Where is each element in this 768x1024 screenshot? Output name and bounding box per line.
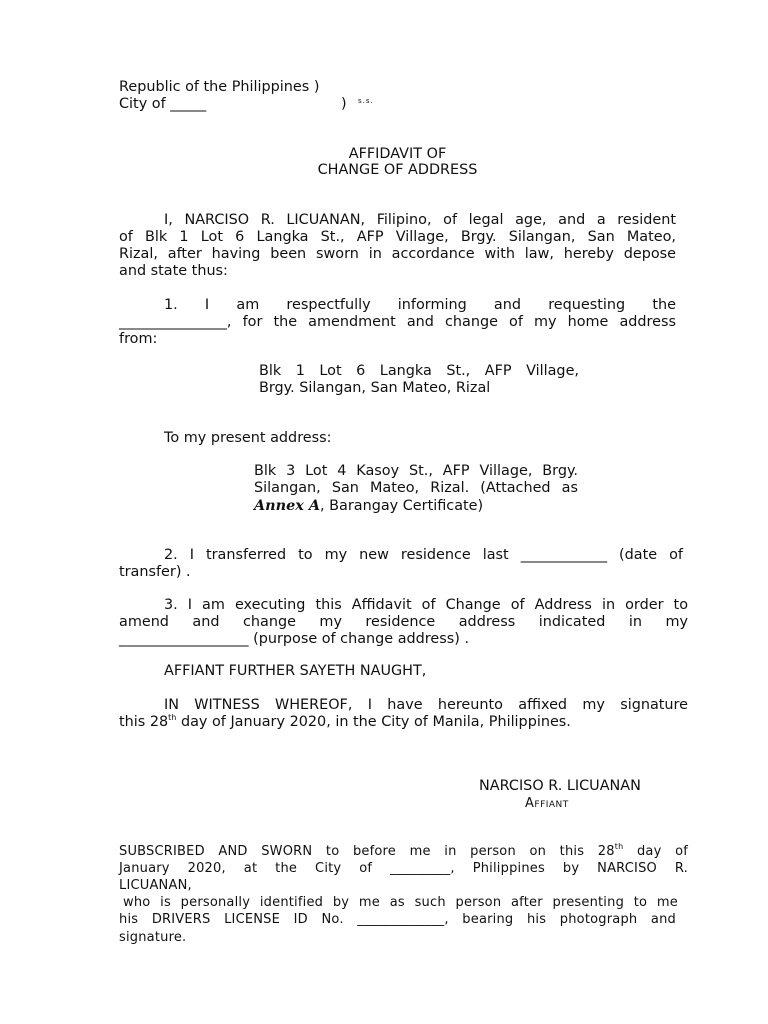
affiant-name: NARCISO R. LICUANAN: [479, 778, 641, 794]
old-address-line-1: Blk 1 Lot 6 Langka St., AFP Village,: [259, 363, 579, 379]
affiant-further-line: AFFIANT FURTHER SAYETH NAUGHT,: [164, 663, 427, 679]
present-address-label: To my present address:: [164, 430, 332, 446]
jurat-line-3: LICUANAN,: [119, 878, 192, 893]
city-line: City of _____: [119, 96, 207, 112]
new-address-line-3: [254, 497, 483, 515]
old-address-line-2: Brgy. Silangan, San Mateo, Rizal: [259, 380, 491, 396]
jurat-line-2: January 2020, at the City of _________, Philippines by NARCISO R.: [119, 861, 688, 876]
intro-line-2: of Blk 1 Lot 6 Langka St., AFP Village, Brgy. Silangan, San Mateo,: [119, 229, 676, 245]
republic-line: Republic of the Philippines ): [119, 79, 320, 95]
jurat-line-5: his DRIVERS LICENSE ID No. _____________, bearing his photograph and: [119, 912, 676, 927]
intro-line-1: I, NARCISO R. LICUANAN, Filipino, of legal age, and a resident: [164, 212, 676, 228]
title-line-2: CHANGE OF ADDRESS: [317, 162, 478, 178]
item3-line-1: 3. I am executing this Affidavit of Change of Address in order to: [164, 597, 688, 613]
annex-label: Annex A: [254, 497, 321, 514]
annex-description: , Barangay Certificate): [320, 498, 484, 514]
city-paren: ): [341, 96, 347, 112]
jurat-line-6: signature.: [119, 930, 187, 945]
witness-line-2: this 28th day of January 2020, in the City of Manila, Philippines.: [119, 713, 571, 730]
item3-line-3: __________________ (purpose of change address) .: [119, 631, 470, 647]
item1-line-1: 1. I am respectfully informing and requesting the: [164, 297, 676, 313]
affiant-role: Affiant: [525, 796, 569, 811]
item3-line-2: amend and change my residence address indicated in my: [119, 614, 688, 630]
title-line-1: AFFIDAVIT OF: [348, 146, 447, 162]
item2-line-1: 2. I transferred to my new residence last ____________ (date of: [164, 547, 683, 563]
jurat-line-4: who is personally identified by me as such person after presenting to me: [123, 895, 678, 910]
item1-line-2: _______________, for the amendment and change of my home address: [119, 314, 676, 330]
witness-line-1: IN WITNESS WHEREOF, I have hereunto affixed my signature: [164, 697, 688, 713]
intro-line-4: and state thus:: [119, 263, 228, 279]
intro-line-3: Rizal, after having been sworn in accordance with law, hereby depose: [119, 246, 676, 262]
new-address-line-2: Silangan, San Mateo, Rizal. (Attached as: [254, 480, 578, 496]
ss-label: s.s.: [358, 97, 374, 105]
new-address-line-1: Blk 3 Lot 4 Kasoy St., AFP Village, Brgy.: [254, 463, 578, 479]
item2-line-2: transfer) .: [119, 564, 191, 580]
jurat-line-1: SUBSCRIBED AND SWORN to before me in person on this 28th day of: [119, 842, 689, 859]
item1-line-3: from:: [119, 331, 158, 347]
